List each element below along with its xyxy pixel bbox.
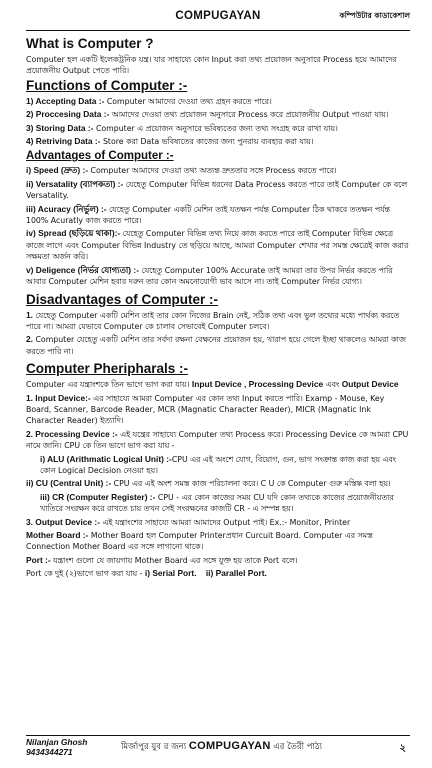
heading-what-is-computer: What is Computer ?	[26, 36, 154, 51]
function-item	[26, 96, 410, 107]
input-device-paragraph	[26, 393, 410, 427]
advantage-label: ii) Versatality (ব্যাপকতা) :-	[26, 178, 124, 189]
input-device-label: 1. Input Device:-	[26, 392, 91, 403]
function-item	[26, 123, 410, 134]
advantage-label: iii) Acuracy (নির্ভুল) :-	[26, 203, 107, 214]
function-text: Computer এ প্রয়োজন অনুসারে ভবিষ্যতের জন্য তথ্য সংগ্রহ করে রাখা যায়।	[93, 123, 338, 133]
footer-center-suffix: এর তৈরী পাঠ্য	[270, 742, 322, 752]
function-text: Store করা Data ভবিষ্যতের কাজের জন্য পুনরায় ব্যবহার করা যায়।	[100, 137, 314, 147]
heading-disadvantages: Disadvantages of Computer :-	[26, 291, 219, 307]
peripherals-intro-devices: Input Device , Processing Device	[191, 379, 324, 390]
heading-peripherals: Computer Pheripharals :-	[26, 361, 189, 377]
footer-author	[26, 738, 87, 757]
port-types-paragraph	[26, 568, 410, 579]
output-device-label: 3. Output Device :-	[26, 516, 100, 527]
disadvantage-item	[26, 310, 410, 333]
cu-label: ii) CU (Central Unit) :-	[26, 478, 112, 489]
alu-text: CPU এর এই অংশে যোগ, বিয়োগ, গুন, ভাগ সংক্রান্ত কাজ করা হয় এবং কোন Logical Decision নেওয়া হয়।	[40, 454, 397, 475]
output-device-paragraph	[26, 517, 410, 528]
input-device-text: এর সাহায্যে আমরা Computer এর কোন তথ্য Input করতে পারি। Examp - Mouse, Key Board, Scanner, Barcode Reader, MCR (Magnatic Character Reader), MICR (Magnatic Ink Character Reader) ইত্যাদি।	[26, 393, 385, 426]
function-label: 2) Proccesing Data :-	[26, 109, 110, 120]
disadvantage-text: Computer যেহেতু একটি মেশিন তার সর্বদা রক্ষনা বেক্ষনের প্রয়োজন হয়, খারাপ হয়ে গেলে ইচ্ছা থাকলেও আমরা কাজ করতে পারি না।	[26, 335, 406, 356]
footer-center-text	[121, 740, 322, 754]
page-number: ২	[399, 743, 406, 754]
processing-device-text: এই যন্ত্রের সাহায্যে Computer তথ্য Process করে। Processing Device কে আমরা CPU নামে জানি। CPU কে তিন ভাগে ভাগ করা যায় -	[26, 429, 409, 451]
author-phone: 9434344271	[26, 746, 73, 757]
port-types-text: Port কে দুই (২)ভাগে ভাগ করা যায় -	[26, 569, 145, 579]
page-content	[26, 36, 410, 580]
cu-paragraph	[26, 478, 410, 489]
output-device-text: এই যন্ত্রাংশের সাহায্যে আমরা আমাদের Output পাই। Ex.:- Monitor, Printer	[100, 517, 351, 527]
advantage-item	[26, 204, 410, 227]
function-text: আমাদের দেওয়া তথ্য প্রয়োজন অনুসারে Process করে প্রয়োজনীয় Output পাওয়া যায়।	[109, 110, 389, 120]
advantage-item	[26, 228, 410, 262]
what-is-paragraph: Computer হল একটি ইলেকট্রনিক যন্ত্র। যার সাহায্যে কোন Input করা তথ্য প্রয়োজন অনুসারে Process হয়ে আমাদের প্রয়োজনীয় Output পেতে পারি।	[26, 55, 397, 76]
heading-advantages: Advantages of Computer :-	[26, 150, 174, 163]
heading-functions: Functions of Computer :-	[26, 77, 188, 93]
disadvantage-text: যেহেতু Computer একটি মেশিন তাই তার কোন নিজের Brain নেই, সঠিক তথ্য এবং ভুল তথ্যের মধ্যে পার্থক্য করতে পারে না। আমরা যেভাবে Computer কে চালাব সেভাবেই Computer চলবে।	[26, 310, 400, 331]
disadvantage-item	[26, 334, 410, 357]
advantage-text: যেহেতু Computer একটি মেশিন তাই যতক্ষন পর্যন্ত Computer ঠিক থাকবে ততক্ষন পর্যন্ত 100% Acuratly কাজ করতে পারে।	[26, 204, 390, 226]
advantage-item	[26, 179, 410, 202]
peripherals-intro-and: এবং	[323, 380, 342, 390]
cr-label: iii) CR (Computer Register) :-	[40, 491, 156, 502]
port-label: Port :-	[26, 554, 51, 565]
cr-paragraph	[26, 492, 410, 515]
function-label: 1) Accepting Data :-	[26, 95, 105, 106]
function-item	[26, 136, 410, 147]
page-footer	[26, 735, 410, 765]
function-label: 3) Storing Data :-	[26, 122, 94, 133]
advantage-text: যেহেতু Computer 100% Accurate তাই আমরা তার উপর নির্ভর করতে পারি আবার Computer মেশিন হবার দরুন তার কোন অমনোযোগী ভাব আসে না। তাই Computer নির্ভর যোগ্য।	[26, 265, 393, 287]
header-title: COMPUGAYAN	[175, 10, 261, 22]
function-item	[26, 109, 410, 120]
advantage-text: যেহেতু Computer বিভিন্ন তথ্য নিয়ে কাজ করতে পারে তাই Computer বিভিন্ন ক্ষেত্রে কাজে লাগে এবং Computer বিভিন্ন Industry তে ছড়িয়ে আছে, আমরা Computer শেখার পর সমস্ত ক্ষেত্রেই কাজ করার সক্ষমতা অর্জন করি।	[26, 229, 409, 262]
port-paragraph	[26, 555, 410, 566]
processing-device-paragraph	[26, 429, 410, 452]
alu-label: i) ALU (Arithmatic Logical Unit) :-	[40, 453, 172, 464]
advantage-item	[26, 165, 410, 176]
peripherals-intro	[26, 379, 410, 390]
peripherals-intro-text: Computer এর যন্ত্রাংশকে তিন ভাগে ভাগ করা যায়।	[26, 380, 192, 390]
alu-paragraph	[26, 454, 410, 477]
processing-device-label: 2. Processing Device :-	[26, 428, 118, 439]
header-right-text: কম্পিউটার কাডাকেশাল	[339, 11, 410, 20]
advantage-item	[26, 265, 410, 288]
mother-board-paragraph	[26, 530, 410, 553]
disadvantage-label: 1.	[26, 309, 33, 320]
advantage-label: iv) Spread (ছড়িয়ে থাকা):-	[26, 228, 121, 239]
page-header	[26, 7, 410, 31]
advantage-text: যেহেতু Computer বিভিন্ন ধরনের Data Process করতে পারে তাই Computer কে বলে Versatality.	[26, 179, 408, 201]
mother-board-label: Mother Board :-	[26, 530, 89, 540]
advantage-text: Computer আমাদের দেওয়া তথ্য অত্যন্ত দ্রুততার সঙ্গে Process করতে পারে।	[88, 166, 337, 176]
footer-center-prefix: মির্জাপুর যুব র জন্য	[121, 742, 189, 752]
function-label: 4) Retriving Data :-	[26, 136, 101, 147]
port-text: যন্ত্রাংশ গুলো যে জায়গায় Mother Board এর সঙ্গে যুক্ত হয় তাকে Port বলে।	[50, 555, 298, 565]
advantage-label: v) Deligence (নির্ভর যোগ্যতা) :-	[26, 264, 139, 275]
disadvantage-label: 2.	[26, 334, 33, 345]
cr-text: CPU - এর কোন কাজের সময় CU যদি কোন তথ্যকে কাজের প্রয়োজনীয়তার খাতিরে সংরক্ষন করে রাখতে চায় তখন সেই সংরক্ষনের কাজটি CR - এ সম্পন্ন হয়।	[40, 492, 394, 514]
advantage-label: i) Speed (দ্রুত) :-	[26, 165, 89, 176]
mother-board-text: Mother Board হল Computer Printerপ্রধান Curcuit Board. Computer এর সমস্ত Connection Mother Board এর সঙ্গে লাগানো থাকে।	[26, 531, 373, 552]
peripherals-intro-output: Output Device	[341, 379, 399, 390]
cu-text: CPU এর এই অংশ সমস্ত কাজ পরিচালনা করে। C U কে Computer গুরু মস্তিষ্ক বলা হয়।	[111, 479, 391, 489]
author-name: Nilanjan Ghosh	[26, 737, 88, 747]
port-types-list: i) Serial Port. ii) Parallel Port.	[144, 568, 267, 579]
function-text: Computer আমাদের দেওয়া তথ্য গ্রহন করতে পারে।	[104, 96, 272, 106]
footer-brand: COMPUGAYAN	[188, 740, 271, 752]
